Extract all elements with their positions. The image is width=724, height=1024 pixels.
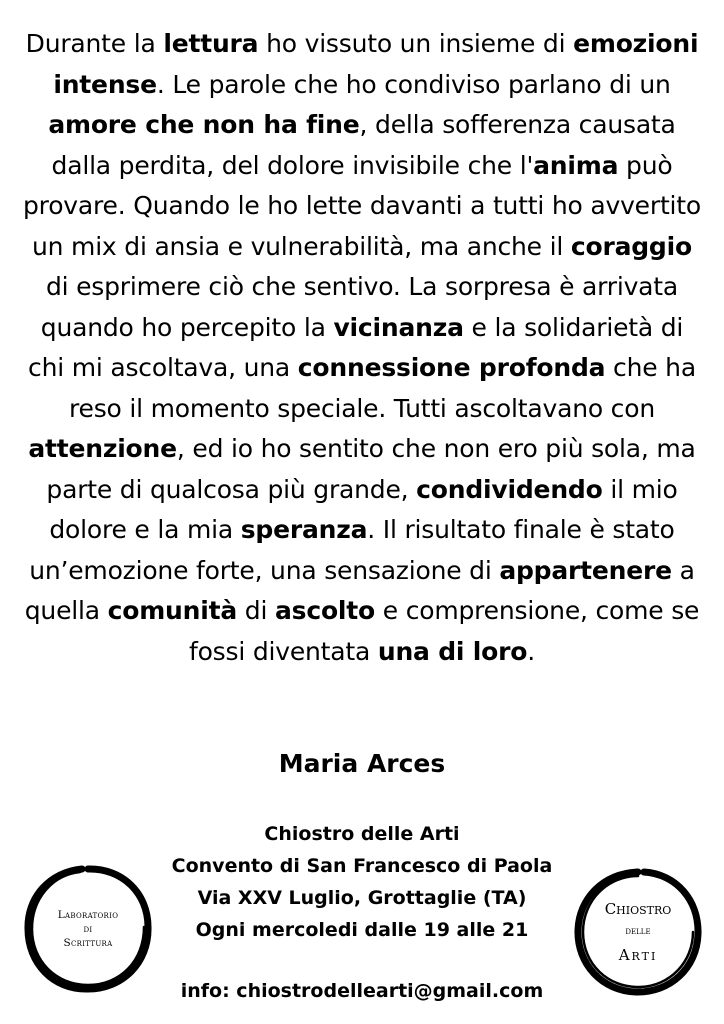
emphasis-text: una di loro	[377, 636, 528, 666]
emphasis-text: vicinanza	[333, 312, 464, 342]
author-name: Maria Arces	[278, 749, 446, 778]
body-text: ho vissuto un insieme di	[258, 29, 574, 58]
emphasis-text: ascolto	[274, 596, 376, 625]
body-text: , ed io ho sentito che non ero più sola, ma parte di qualcosa più grande,	[46, 434, 696, 504]
venue-schedule: Ogni mercoledi dalle 19 alle 21	[195, 919, 529, 941]
contact-email: info: chiostrodellearti@gmail.com	[180, 980, 544, 1002]
venue-name: Chiostro delle Arti	[264, 823, 460, 845]
emphasis-text: anima	[533, 150, 619, 180]
emphasis-text: speranza	[240, 515, 368, 544]
emphasis-text: emozioni intense	[53, 29, 699, 99]
body-text: .	[527, 636, 535, 666]
venue-address: Via XXV Luglio, Grottaglie (TA)	[197, 887, 527, 909]
testimonial-text	[22, 24, 702, 672]
chiostro-logo	[572, 866, 704, 998]
body-text: il mio dolore e la mia	[49, 474, 678, 544]
logo-left-line2: di	[83, 923, 93, 935]
venue-info	[150, 818, 574, 946]
emphasis-text: lettura	[163, 29, 259, 58]
emphasis-text: amore che non ha fine	[48, 110, 360, 139]
emphasis-text: comunità	[107, 596, 238, 625]
emphasis-text: coraggio	[570, 231, 692, 261]
body-text: e la solidarietà di chi mi ascoltava, una	[28, 312, 684, 382]
body-text: . Il risultato finale è stato un’emozione forte, una sensazione di	[29, 515, 675, 585]
body-text: . Le parole che ho condiviso parlano di un	[156, 69, 671, 99]
body-text: Durante la	[25, 29, 164, 58]
emphasis-text: connessione profonda	[297, 353, 606, 382]
body-text: può provare. Quando le ho lette davanti a tutti ho avvertito un mix di ansia e vulnerabilità, ma anche il	[23, 150, 701, 261]
emphasis-text: condividendo	[416, 474, 603, 504]
body-text: di esprimere ciò che sentivo. La sorpresa è arrivata quando ho percepito la	[40, 272, 679, 342]
logo-left-line3: Scrittura	[63, 937, 113, 949]
emphasis-text: appartenere	[499, 555, 672, 585]
body-text: che ha reso il momento speciale. Tutti ascoltavano con	[69, 353, 696, 423]
logo-right-line1: Chiostro	[604, 900, 672, 918]
emphasis-text: attenzione	[28, 434, 177, 463]
venue-place: Convento di San Francesco di Paola	[171, 855, 553, 877]
body-text: di	[237, 596, 275, 625]
laboratorio-logo	[22, 863, 154, 995]
body-text: e comprensione, come se fossi diventata	[188, 596, 700, 666]
body-text: a quella	[24, 555, 695, 625]
logo-right-line2: delle	[625, 926, 651, 937]
logo-right-line3: Arti	[618, 946, 658, 964]
logo-left-line1: Laboratorio	[57, 909, 119, 921]
body-text: , della sofferenza causata dalla perdita, del dolore invisibile che l'	[51, 110, 676, 180]
